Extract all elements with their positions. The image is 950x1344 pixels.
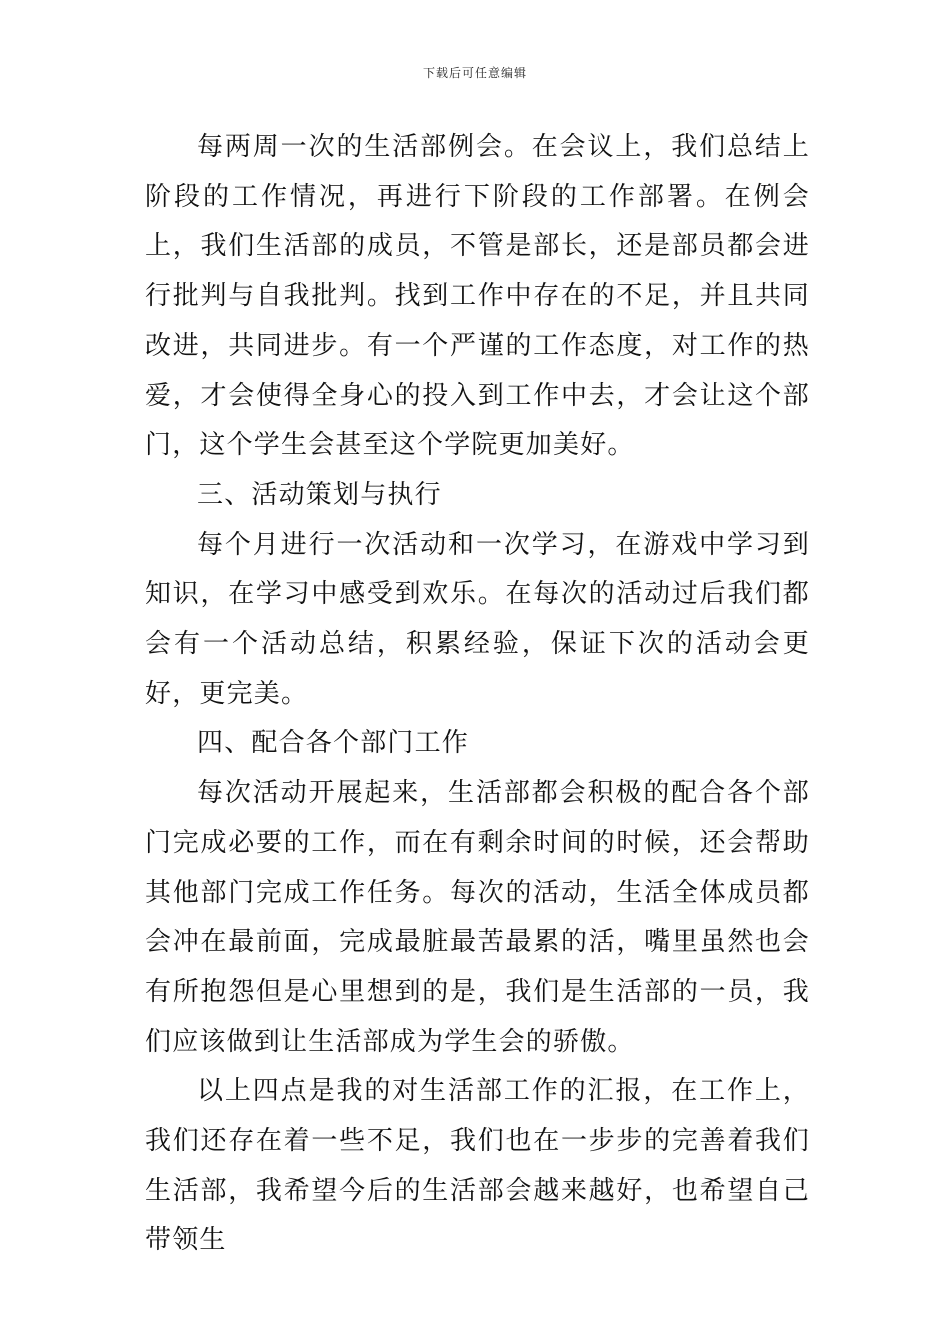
document-body xyxy=(145,123,810,1266)
header-note: 下载后可任意编辑 xyxy=(422,66,527,80)
paragraph-summary: 以上四点是我的对生活部工作的汇报，在工作上，我们还存在着一些不足，我们也在一步步的完善着我们生活部，我希望今后的生活部会越来越好，也希望自己带领生 xyxy=(145,1076,810,1256)
section-heading-cooperation: 四、配合各个部门工作 xyxy=(197,728,470,759)
paragraph-meeting: 每两周一次的生活部例会。在会议上，我们总结上阶段的工作情况，再进行下阶段的工作部署。在例会上，我们生活部的成员，不管是部长，还是部员都会进行批判与自我批判。找到工作中存在的不足，并且共同改进，共同进步。有一个严谨的工作态度，对工作的热爱，才会使得全身心的投入到工作中去，才会让这个部门，这个学生会甚至这个学院更加美好。 xyxy=(145,132,810,461)
paragraph-activities: 每个月进行一次活动和一次学习，在游戏中学习到知识，在学习中感受到欢乐。在每次的活动过后我们都会有一个活动总结，积累经验，保证下次的活动会更好，更完美。 xyxy=(145,529,810,709)
paragraph-cooperation: 每次活动开展起来，生活部都会积极的配合各个部门完成必要的工作，而在有剩余时间的时候，还会帮助其他部门完成工作任务。每次的活动，生活全体成员都会冲在最前面，完成最脏最苦最累的活，嘴里虽然也会有所抱怨但是心里想到的是，我们是生活部的一员，我们应该做到让生活部成为学生会的骄傲。 xyxy=(145,778,810,1057)
section-heading-activity-planning: 三、活动策划与执行 xyxy=(197,479,442,510)
